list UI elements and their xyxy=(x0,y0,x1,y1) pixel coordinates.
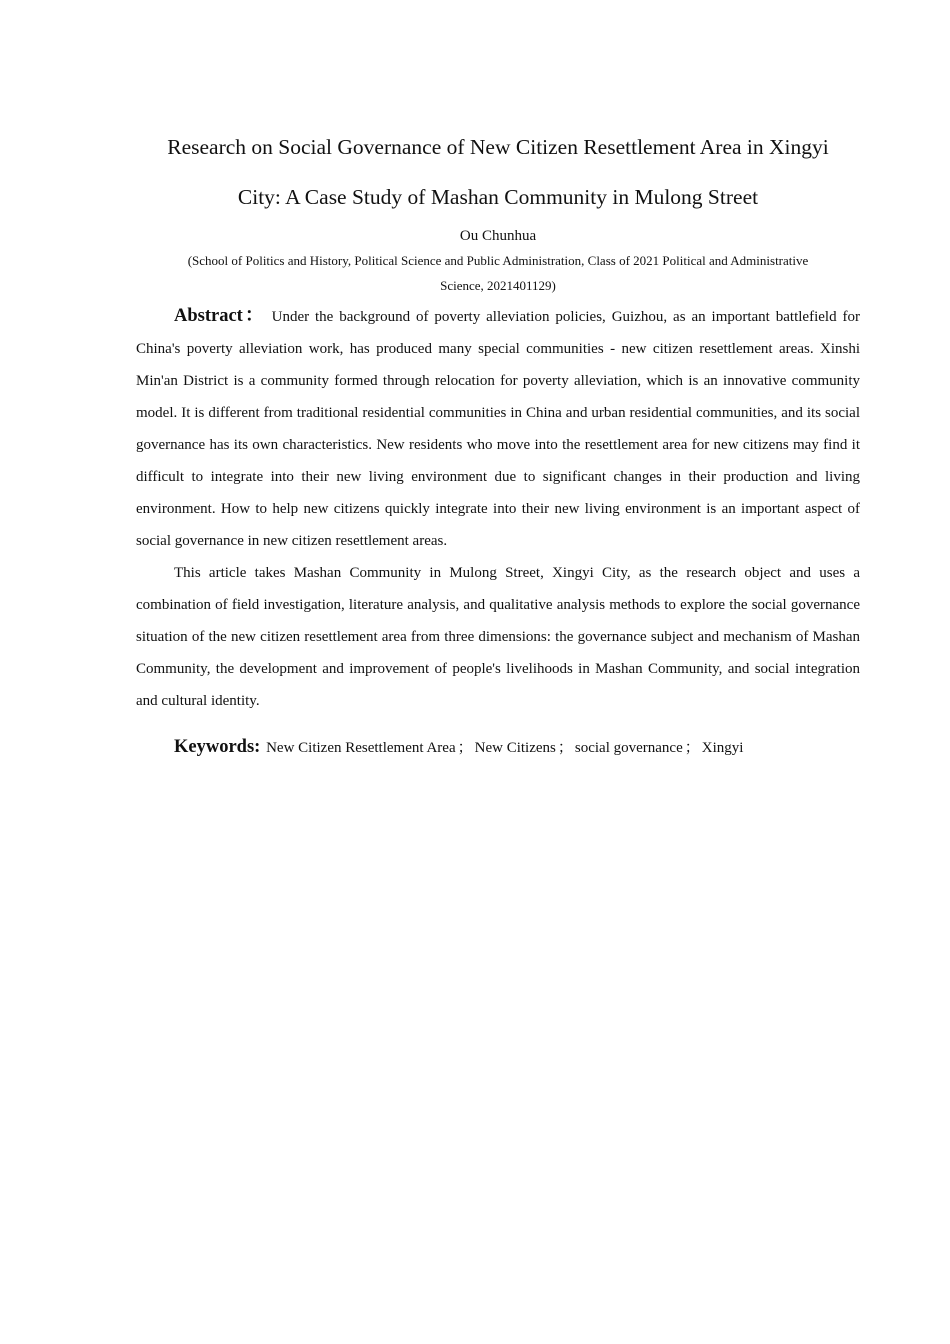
keyword-separator: ； xyxy=(557,740,573,756)
paper-page xyxy=(136,122,860,764)
author-name: Ou Chunhua xyxy=(459,228,537,244)
abstract-text-1: Under the background of poverty alleviation policies, Guizhou, as an important battlefield for China's poverty alleviation work, has produced many special communities - new citizen resettlement areas. Xinshi Min'an District is a community formed through relocation for poverty alleviation, which is an innovative community model. It is different from traditional residential communities in China and urban residential communities, and its social governance has its own characteristics. New residents who move into the resettlement area for new citizens may find it difficult to integrate into their new living environment due to significant changes in their production and living environment. How to help new citizens quickly integrate into their new living environment is an important aspect of social governance in new citizen resettlement areas. xyxy=(136,309,860,549)
paper-title xyxy=(136,122,860,222)
abstract-text-2: This article takes Mashan Community in Mulong Street, Xingyi City, as the research object and uses a combination of field investigation, literature analysis, and qualitative analysis methods to explore the social governance situation of the new citizen resettlement area from three dimensions: the governance subject and mechanism of Mashan Community, the development and improvement of people's livelihoods in Mashan Community, and social integration and cultural identity. xyxy=(136,565,860,709)
keyword-item: Xingyi xyxy=(701,740,744,756)
keywords-line xyxy=(136,731,860,764)
title-line-2: City: A Case Study of Mashan Community in Mulong Street xyxy=(237,185,759,209)
abstract-paragraph-1 xyxy=(136,300,860,557)
keyword-item: New Citizen Resettlement Area xyxy=(266,740,456,756)
keyword-item: social governance xyxy=(574,740,683,756)
keywords-label: Keywords: xyxy=(174,737,261,757)
keyword-separator: ； xyxy=(684,740,700,756)
affiliation-line-1: (School of Politics and History, Political Science and Public Administration, Class of 2021 Political and Administrative xyxy=(187,253,809,268)
keyword-separator: ； xyxy=(457,740,473,756)
author-affiliation xyxy=(136,248,860,298)
abstract-paragraph-2 xyxy=(136,557,860,717)
abstract-label: Abstract： xyxy=(174,306,266,326)
affiliation-line-2: Science, 2021401129) xyxy=(440,278,556,293)
keyword-item: New Citizens xyxy=(474,740,556,756)
title-line-1: Research on Social Governance of New Citizen Resettlement Area in Xingyi xyxy=(167,135,829,159)
